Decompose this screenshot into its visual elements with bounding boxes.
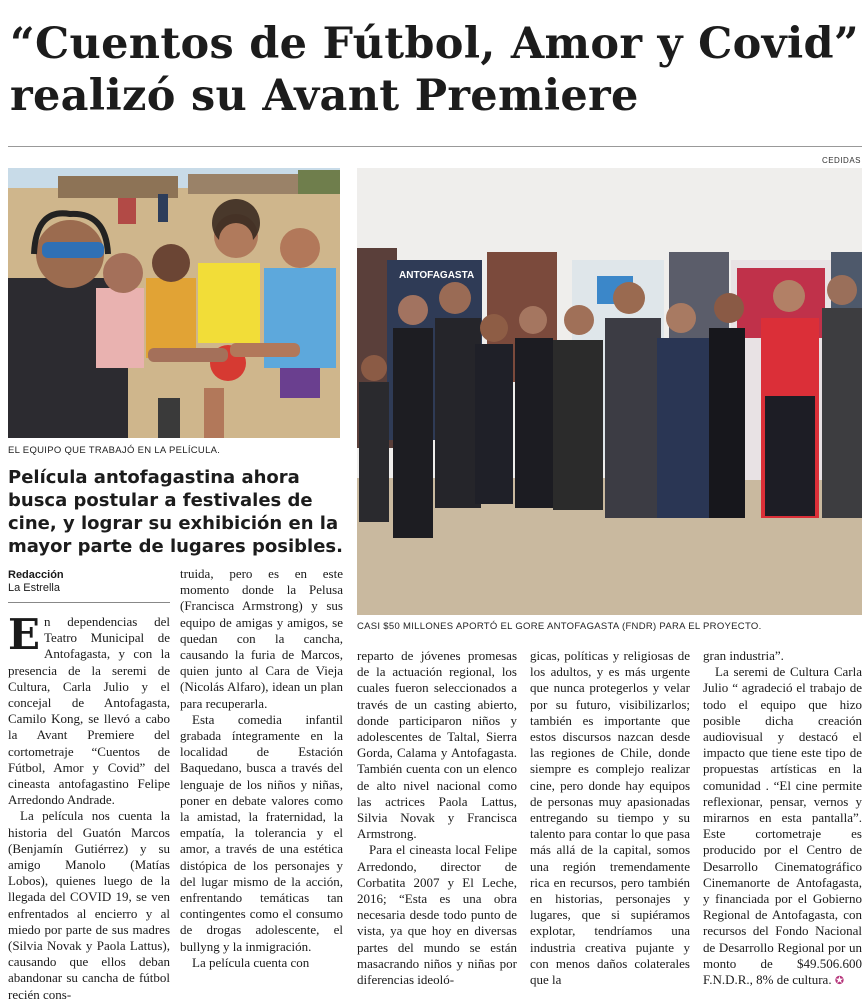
- article-column-4: [530, 648, 690, 1006]
- byline-rule: [8, 602, 170, 603]
- premiere-photo-illustration: [357, 168, 862, 615]
- article-paragraph: Esta comedia infantil grabada íntegramente en la localidad de Estación Baquedano, busca a través del lenguaje de los niños y niñas, poner en debate valores como la amistad, la fraternidad, la empatía, la tolerancia y el amor, a través de una estética distópica de los personajes y del lugar mismo de la acción, enfrentando temáticas tan contingentes como el consumo de drogas adolescente, el bullyng y la inmigración.: [180, 711, 343, 954]
- team-photo-caption: EL EQUIPO QUE TRABAJÓ EN LA PELÍCULA.: [8, 445, 221, 456]
- article-paragraph: gicas, políticas y religiosas de los adultos, y es más urgente que nunca protegerlos y velar por su futuro, visibilizarlos; también es importante que estos discursos nazcan desde las regiones de Chile, donde siempre es complejo realizar cine, pero donde hay equipos de personas muy apasionadas entregando su tiempo y su talento para contar lo que pasa más allá de la capital, somos una región tremendamente rica en recursos, pero también en historias, personajes y lugares, que si supiéramos explotar, tendríamos una industria creativa pujante y con menos daños colaterales que la: [530, 648, 690, 988]
- article-column-1: [8, 614, 170, 1006]
- article-paragraph: gran industria”.: [703, 648, 784, 663]
- article-paragraph: [703, 664, 862, 989]
- article-paragraph: Para el cineasta local Felipe Arredondo, director de Corbatita 2007 y El Leche, 2016; “Esta es una obra necesaria desde todo punto de vista, ya que hoy en diversas partes del mundo se están masacrando niños y niñas por diferencias ideoló-: [357, 842, 517, 988]
- article-column-5: [703, 648, 862, 1006]
- article-paragraph: [8, 614, 170, 808]
- subheadline: Película antofagastina ahora busca postular a festivales de cine, y lograr su exhibición en la mayor parte de lugares posibles.: [8, 467, 343, 557]
- end-mark-icon: ✪: [834, 974, 845, 988]
- byline: [8, 569, 168, 595]
- article-paragraph: reparto de jóvenes promesas de la actuación regional, los cuales fueron seleccionados a través de un casting abierto, donde participaron niños y adolescentes de Taltal, Sierra Gorda, Calama y Antofagasta. También cuenta con un elenco de alto nivel nacional como las actrices Paola Lattus, Silvia Novak y Francisca Armstrong.: [357, 648, 517, 842]
- headline: “Cuentos de Fútbol, Amor y Covid” realizó su Avant Premiere: [10, 19, 859, 121]
- article-paragraph: truida, pero es en este momento donde la Pelusa (Francisca Armstrong) y sus equipo de amigas y amigos, se quedan con la cancha, causando la furia de Marcos, quien junto al Cara de Vieja (Nicolás Alfaro), idean un plan para recuperarla.: [180, 566, 343, 711]
- drop-cap: E: [8, 614, 41, 659]
- article-paragraph: La película cuenta con: [192, 954, 310, 970]
- team-photo: [8, 168, 340, 438]
- paragraph-text: La seremi de Cultura Carla Julio “ agradeció el trabajo de todo el equipo que hizo posible dicha creación audiovisual y destacó el impacto que tiene este tipo de propuestas artísticas en la comunidad . “El cine permite reflexionar, pensar, vernos y mirarnos en esta pantalla”. Este cortometraje es producido por el Centro de Desarrollo Cinematográfico Cinemanorte de Antofagasta, y financiada por el Gobierno Regional de Antofagasta, con recursos del Fondo Nacional de Desarrollo Regional por un monto de $49.506.600 F.N.D.R., 8% de cultura.: [703, 664, 862, 988]
- article-paragraph: La película nos cuenta la historia del Guatón Marcos (Benjamín Gutiérrez) y su amigo Manolo (Matías Lobos), quienes luego de la llegada del COVID 19, se ven enfrentados al encierro y al miedo por parte de sus madres (Silvia Novak y Paola Lattus), causando que ellos deban abandonar su cancha de fútbol recién cons-: [8, 808, 170, 1002]
- byline-author: Redacción: [8, 569, 64, 581]
- article-column-3: [357, 648, 517, 1006]
- byline-outlet: La Estrella: [8, 582, 60, 594]
- premiere-photo: [357, 168, 862, 615]
- article-column-2: [180, 566, 343, 1006]
- photo-credit: CEDIDAS: [821, 156, 861, 165]
- premiere-photo-caption: CASI $50 MILLONES APORTÓ EL GORE ANTOFAGASTA (FNDR) PARA EL PROYECTO.: [357, 621, 762, 632]
- banner-text: ANTOFAGASTA: [399, 270, 475, 281]
- header-rule: [8, 146, 862, 147]
- paragraph-text: n dependencias del Teatro Municipal de Antofagasta, y con la presencia de la seremi de Cultura, Carla Julio y el concejal de Antofagasta, Camilo Kong, se llevó a cabo la Avant Premiere del cortometraje “Cuentos de Fútbol, Amor y Covid” del cineasta antofagastino Felipe Arredondo Andrade.: [8, 614, 170, 808]
- team-photo-illustration: [8, 168, 340, 438]
